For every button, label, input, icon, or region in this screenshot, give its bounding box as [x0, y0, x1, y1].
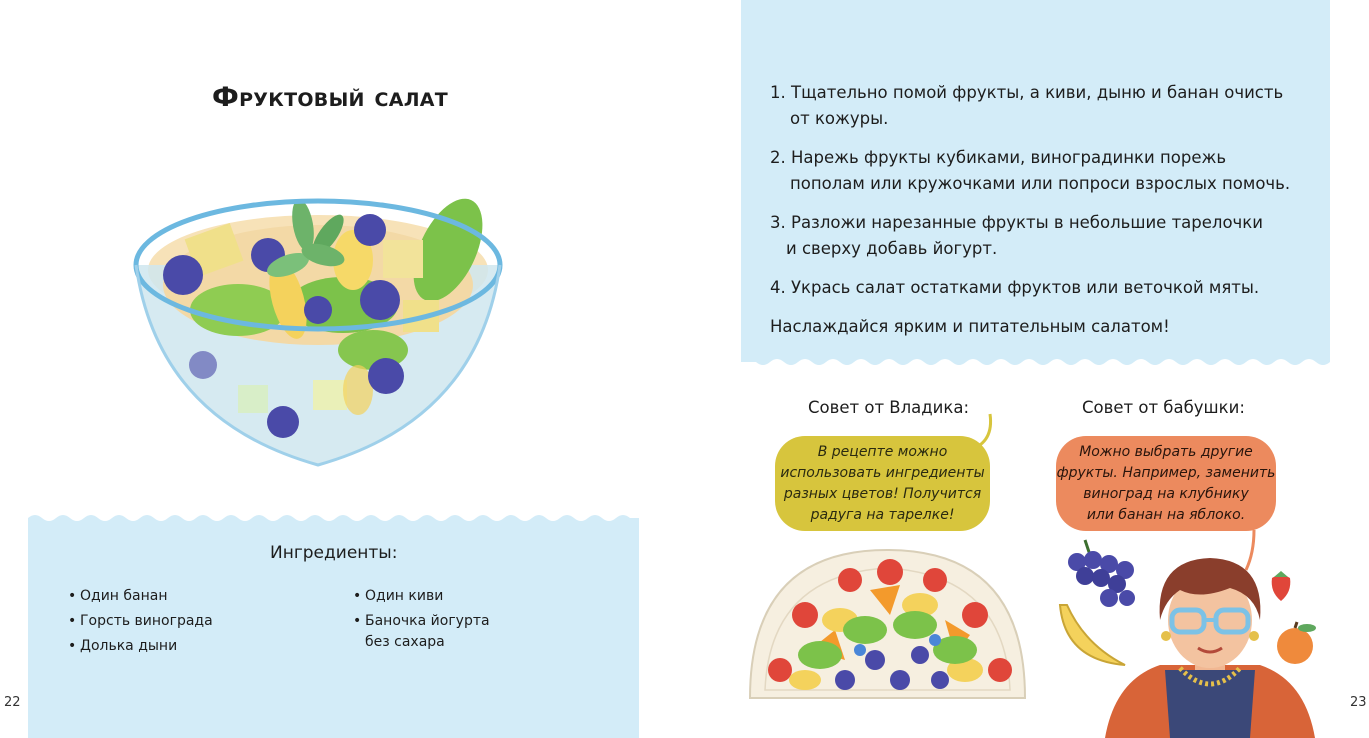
step-4: 4. Укрась салат остатками фруктов или веточкой мяты. — [770, 278, 1260, 297]
banana-icon — [1055, 600, 1130, 670]
closing-text: Наслаждайся ярким и питательным салатом! — [770, 317, 1170, 336]
rainbow-fruit-plate-illustration — [750, 550, 1025, 700]
step-3: 3. Разложи нарезанные фрукты в небольшие тарелочки и сверху добавь йогурт. — [770, 213, 1263, 258]
fruit-salad-bowl-illustration — [128, 190, 508, 475]
step-2: 2. Нарежь фрукты кубиками, виноградинки порежь пополам или кружочками или попроси взрослых помочь. — [770, 148, 1291, 193]
tip-vladik-title: Совет от Владика: — [808, 398, 970, 417]
ingredient-item: • Баночка йогурта — [353, 609, 490, 630]
page-number-right: 23 — [1350, 695, 1367, 710]
tip-grandma-bubble: Можно выбрать другие фрукты. Например, заменить виноград на клубнику или банан на яблоко. — [1056, 436, 1276, 531]
ingredient-item: • Горсть винограда — [68, 609, 213, 634]
tip-grandma-title: Совет от бабушки: — [1082, 398, 1245, 417]
page-number-left: 22 — [4, 695, 21, 710]
ingredient-item: • Долька дыни — [68, 634, 213, 659]
strawberry-icon — [1268, 570, 1294, 602]
apple-icon — [1275, 620, 1320, 665]
tip-vladik-bubble: В рецепте можно использовать ингредиенты разных цветов! Получится радуга на тарелке! — [775, 436, 990, 531]
ingredients-list-left — [68, 584, 213, 659]
step-1: 1. Тщательно помой фрукты, а киви, дыню и банан очисть от кожуры. — [770, 83, 1284, 128]
ingredients-list-right — [353, 584, 490, 655]
recipe-title: Фруктовый салат — [212, 82, 449, 113]
ingredient-item: • Один банан — [68, 584, 213, 609]
ingredients-heading: Ингредиенты: — [270, 543, 398, 563]
ingredient-item-continuation: без сахара — [365, 634, 445, 650]
recipe-steps — [770, 80, 1320, 340]
ingredient-item: • Один киви — [353, 584, 490, 609]
